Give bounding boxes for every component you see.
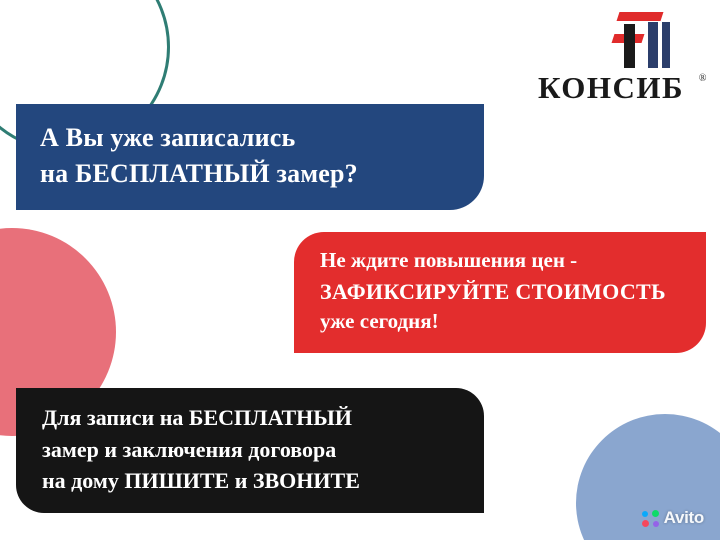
headline-line-2: на БЕСПЛАТНЫЙ замер? (40, 158, 358, 188)
price-lock-line-1: Не ждите повышения цен - (320, 248, 578, 272)
avito-dots-icon (642, 510, 659, 527)
logo-navy-bar-left (648, 22, 658, 68)
avito-watermark-label: Avito (663, 508, 704, 527)
registered-mark: ® (698, 73, 708, 84)
cta-line-2: замер и заключения договора (42, 436, 337, 462)
brand-name (526, 70, 708, 105)
cta-line-1: Для записи на БЕСПЛАТНЫЙ (42, 405, 352, 430)
price-lock-line-2: ЗАФИКСИРУЙТЕ СТОИМОСТЬ (320, 278, 666, 304)
price-lock-block (294, 232, 706, 353)
price-lock-line-3: уже сегодня! (320, 309, 439, 334)
logo-black-bar (624, 24, 635, 68)
headline-line-1: А Вы уже записались (40, 123, 296, 152)
call-to-action-block (16, 388, 484, 513)
avito-watermark (642, 508, 704, 528)
logo-red-bar-top (617, 12, 664, 21)
cta-line-3: на дому ПИШИТЕ и ЗВОНИТЕ (42, 468, 360, 494)
logo-navy-bar-right (662, 22, 670, 68)
brand-name-text: КОНСИБ (538, 70, 684, 105)
headline-question-block (16, 104, 484, 210)
brand-logo (526, 10, 708, 105)
konsib-arrow-logo-icon (610, 10, 674, 70)
